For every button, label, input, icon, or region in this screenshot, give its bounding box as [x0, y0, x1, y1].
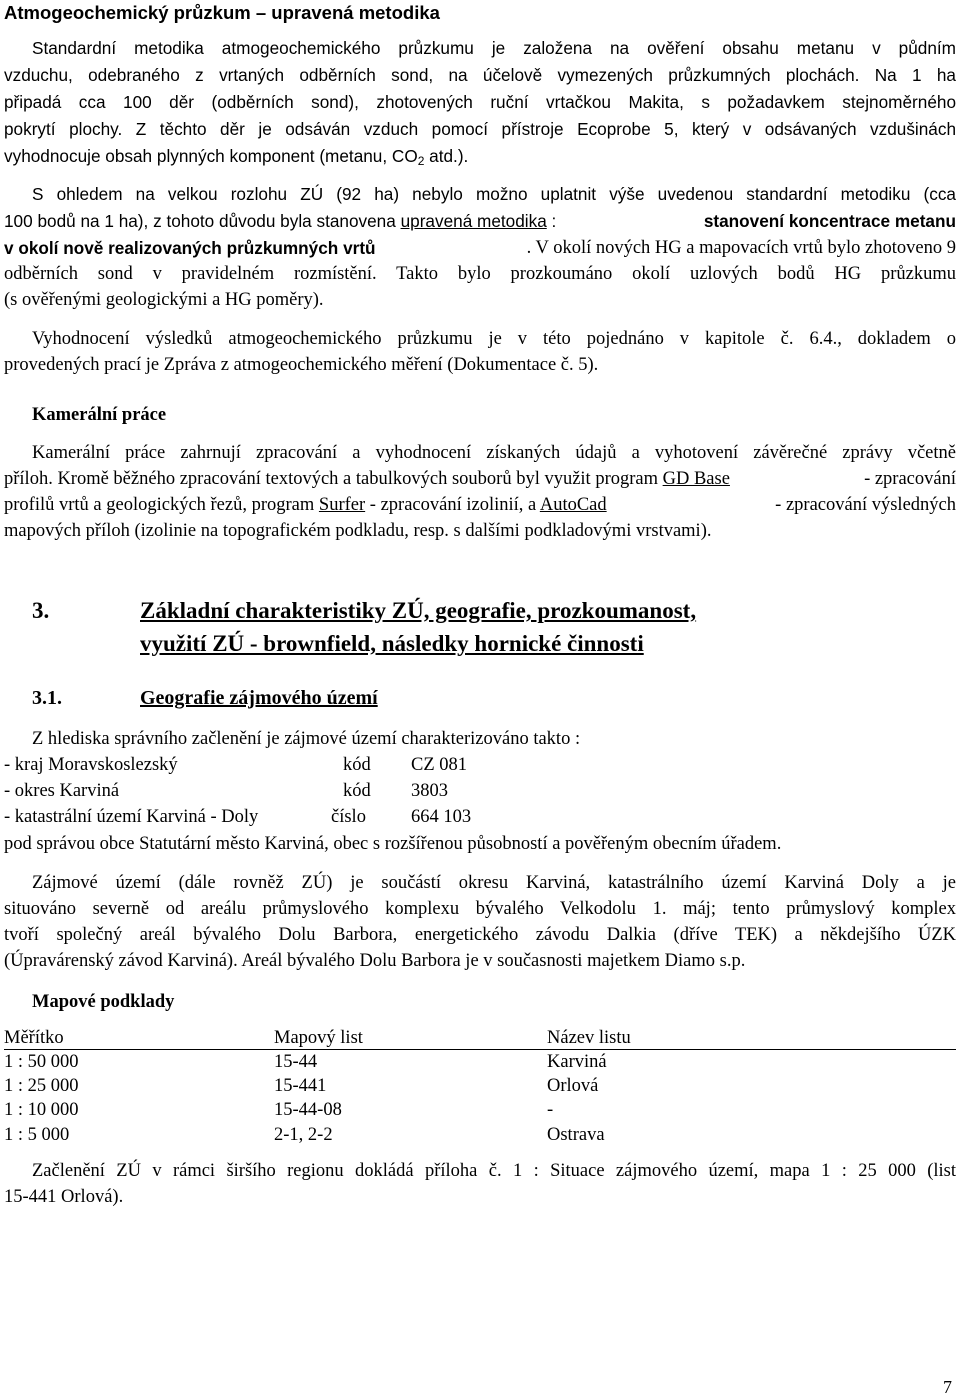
maps-cell: Ostrava [547, 1125, 605, 1145]
paragraph-line: pod správou obce Statutární město Karviná, obec s rozšířenou působností a pověřeným obecním úřadem. [4, 834, 782, 854]
paragraph-line: Zájmové území (dále rovněž ZÚ) je součástí okresu Karviná, katastrálního území Karviná Doly a je [32, 873, 956, 893]
paragraph-line: Standardní metodika atmogeochemického průzkumu je založena na ověření obsahu metanu v půdním [32, 38, 956, 58]
maps-cell: 2-1, 2-2 [274, 1125, 333, 1145]
program-surfer: Surfer [318, 495, 366, 515]
program-autocad: AutoCad [539, 495, 607, 515]
maps-cell: Orlová [547, 1076, 599, 1096]
section-heading-kameral: Kamerální práce [32, 405, 167, 425]
paragraph-line: (Úpravárenský závod Karviná). Areál bývalého Dolu Barbora je v současnosti majetkem Diamo s.p. [4, 951, 746, 971]
section-heading-atmo: Atmogeochemický průzkum – upravená metodika [4, 2, 440, 23]
admin-row-key: kód [343, 755, 371, 775]
paragraph-line: Vyhodnocení výsledků atmogeochemického průzkumu je v této pojednáno v kapitole č. 6.4., dokladem o [32, 329, 956, 349]
section-heading-maps: Mapové podklady [32, 992, 175, 1012]
paragraph-line: provedených prací je Zpráva z atmogeochemického měření (Dokumentace č. 5). [4, 355, 599, 375]
section-title: Geografie zájmového území [140, 687, 378, 709]
paragraph-line: 15-441 Orlová). [4, 1187, 124, 1207]
bold-phrase: stanovení koncentrace metanu [703, 211, 956, 231]
paragraph-line: příloh. Kromě běžného zpracování textových a tabulkových souborů byl využit program GD Base - zpracování [4, 469, 956, 489]
column-header: Mapový list [274, 1028, 363, 1048]
maps-cell: 1 : 50 000 [4, 1052, 79, 1072]
admin-row-key: číslo [331, 807, 366, 827]
paragraph-line: odběrních sond v pravidelném rozmístění. Takto bylo prozkoumáno okolí uzlových bodů HG průzkumu [4, 264, 956, 284]
maps-cell: 15-441 [274, 1076, 327, 1096]
paragraph-line: mapových příloh (izolinie na topografickém podkladu, resp. s dalšími podkladovými vrstvami). [4, 521, 712, 541]
paragraph-line: situováno severně od areálu průmyslového komplexu bývalého Velkodolu 1. máj; tento průmyslový komplex [4, 899, 956, 919]
maps-cell: - [547, 1100, 554, 1120]
paragraph-line: (s ověřenými geologickými a HG poměry). [4, 290, 324, 310]
paragraph-line: v okolí nově realizovaných průzkumných vrtů . V okolí nových HG a mapovacích vrtů bylo zhotoveno 9 [4, 238, 956, 258]
maps-table-header [4, 1028, 956, 1050]
chapter-title-line2: využití ZÚ - brownfield, následky hornické činnosti [140, 631, 644, 656]
paragraph-line: Začlenění ZÚ v rámci širšího regionu dokládá příloha č. 1 : Situace zájmového území, mapa 1 : 25 000 (list [32, 1161, 956, 1181]
program-gdbase: GD Base [662, 469, 730, 489]
maps-cell: 1 : 25 000 [4, 1076, 79, 1096]
maps-cell: 1 : 10 000 [4, 1100, 79, 1120]
admin-row-name: - okres Karviná [4, 781, 120, 801]
paragraph-line: profilů vrtů a geologických řezů, program Surfer - zpracování izolinií, a AutoCad - zpracování výsledných [4, 495, 956, 515]
page-number: 7 [943, 1377, 952, 1397]
admin-row-key: kód [343, 781, 371, 801]
subscript: 2 [417, 154, 425, 168]
maps-cell: 15-44-08 [274, 1100, 342, 1120]
maps-cell: Karviná [547, 1052, 607, 1072]
paragraph-line: Kamerální práce zahrnují zpracování a vyhodnocení získaných údajů a vyhotovení závěrečné zprávy včetně [32, 443, 956, 463]
paragraph-line: S ohledem na velkou rozlohu ZÚ (92 ha) nebylo možno uplatnit výše uvedenou standardní metodiku (cca [32, 184, 956, 204]
column-header: Měřítko [4, 1028, 64, 1048]
admin-row-value: 3803 [411, 781, 448, 801]
maps-cell: 1 : 5 000 [4, 1125, 70, 1145]
admin-row-name: - kraj Moravskoslezský [4, 755, 178, 775]
admin-row-name: - katastrální území Karviná - Doly [4, 807, 259, 827]
paragraph-line: připadá cca 100 děr (odběrních sond), zhotovených ruční vrtačkou Makita, s požadavkem stejnoměrného [4, 92, 956, 112]
paragraph-line: tvoří společný areál bývalého Dolu Barbora, energetického závodu Dalkia (dříve TEK) a někdejšího ÚZK [4, 925, 956, 945]
paragraph-line: pokrytí plochy. Z těchto děr je odsáván vzduch pomocí přístroje Ecoprobe 5, který v odsávaných vzdušinách [4, 119, 956, 139]
column-header: Název listu [547, 1028, 631, 1048]
paragraph-line: 100 bodů na 1 ha), z tohoto důvodu byla stanovena upravená metodika : stanovení koncentrace metanu [4, 211, 956, 231]
admin-row-value: CZ 081 [411, 755, 468, 775]
paragraph-line: vzduchu, odebraného z vrtaných odběrních sond, na účelově vymezených průzkumných plochách. Na 1 ha [4, 65, 956, 85]
admin-row-value: 664 103 [411, 807, 472, 827]
section-number: 3.1. [32, 687, 62, 709]
chapter-number: 3. [32, 598, 50, 623]
bold-phrase: v okolí nově realizovaných průzkumných vrtů [4, 238, 376, 258]
paragraph-line: vyhodnocuje obsah plynných komponent (metanu, $CO_2$ atd.). [4, 146, 469, 168]
underlined-term: upravená metodika [400, 211, 547, 231]
chapter-title-line1: Základní charakteristiky ZÚ, geografie, prozkoumanost, [140, 598, 697, 623]
maps-cell: 15-44 [274, 1052, 318, 1072]
paragraph-line: Z hlediska správního začlenění je zájmové území charakterizováno takto : [32, 729, 581, 749]
